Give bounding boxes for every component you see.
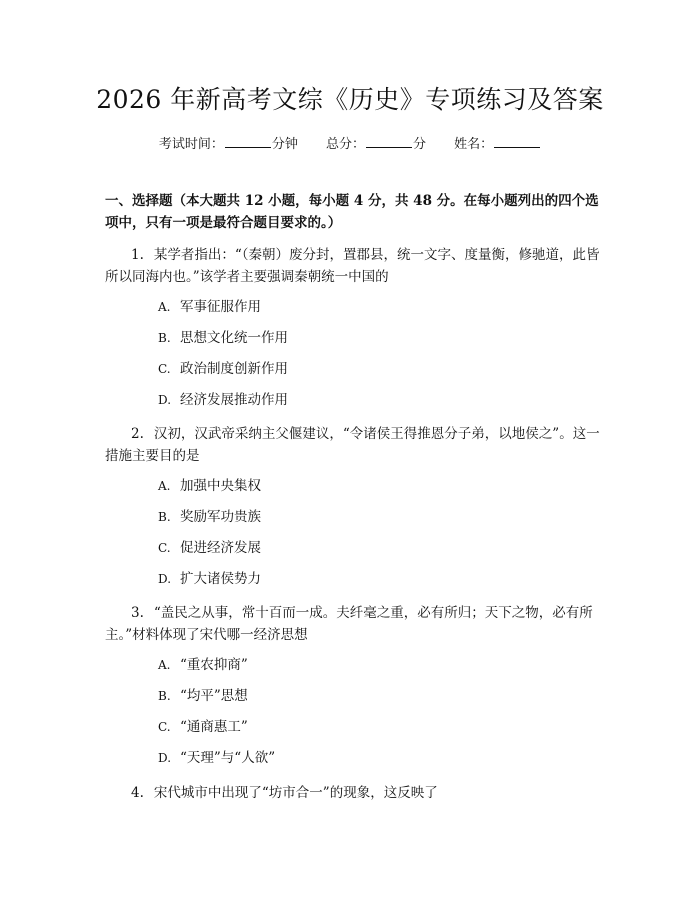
question-text: “盖民之从事，常十百而一成。夫纤毫之重，必有所归；天下之物，必有所主。”材料体现了宋代哪一经济思想 bbox=[105, 605, 593, 643]
question-2-option-d bbox=[158, 569, 261, 589]
option-letter: C. bbox=[158, 720, 171, 734]
score-label: 总分： bbox=[325, 137, 365, 152]
name-field bbox=[454, 133, 541, 152]
question-2-option-a bbox=[158, 476, 261, 496]
question-number: 4. bbox=[131, 785, 144, 801]
question-1-option-c bbox=[158, 359, 288, 379]
option-letter: D. bbox=[158, 393, 172, 407]
question-3-option-c bbox=[158, 717, 248, 737]
total-score-field bbox=[326, 133, 426, 152]
option-text: 政治制度创新作用 bbox=[180, 361, 288, 377]
question-4 bbox=[105, 782, 600, 804]
question-3-option-a bbox=[158, 655, 248, 675]
question-number: 2. bbox=[131, 426, 144, 442]
question-1-option-d bbox=[158, 390, 288, 410]
question-2-option-c bbox=[158, 538, 261, 558]
name-blank bbox=[494, 135, 540, 148]
time-label: 考试时间： bbox=[158, 137, 224, 152]
score-blank bbox=[366, 135, 412, 148]
option-letter: C. bbox=[158, 362, 171, 376]
question-1-option-a bbox=[158, 297, 261, 317]
option-text: 奖励军功贵族 bbox=[180, 509, 261, 525]
question-3 bbox=[105, 602, 600, 646]
page-title: 2026 年新高考文综《历史》专项练习及答案 bbox=[96, 85, 604, 114]
question-number: 3. bbox=[131, 605, 144, 621]
option-text: 加强中央集权 bbox=[180, 478, 261, 494]
option-text: “天理”与“人欲” bbox=[180, 750, 276, 766]
option-letter: D. bbox=[158, 751, 172, 765]
time-unit: 分钟 bbox=[271, 137, 298, 152]
option-letter: A. bbox=[158, 300, 171, 314]
question-2-option-b bbox=[158, 507, 261, 527]
exam-meta-line bbox=[0, 133, 700, 152]
section-heading: 一、选择题（本大题共 12 小题，每小题 4 分，共 48 分。在每小题列出的四个选项中，只有一项是最符合题目要求的。） bbox=[105, 193, 599, 231]
question-3-option-b bbox=[158, 686, 248, 706]
exam-time-field bbox=[159, 133, 298, 152]
option-text: 思想文化统一作用 bbox=[180, 330, 288, 346]
option-text: 促进经济发展 bbox=[180, 540, 261, 556]
option-text: “重农抑商” bbox=[180, 657, 248, 673]
option-letter: A. bbox=[158, 658, 171, 672]
question-2 bbox=[105, 423, 600, 467]
option-text: 经济发展推动作用 bbox=[180, 392, 288, 408]
option-letter: C. bbox=[158, 541, 171, 555]
option-letter: B. bbox=[158, 689, 171, 703]
option-letter: B. bbox=[158, 510, 171, 524]
name-label: 姓名： bbox=[454, 137, 494, 152]
question-3-option-d bbox=[158, 748, 275, 768]
option-text: 扩大诸侯势力 bbox=[180, 571, 261, 587]
option-text: “均平”思想 bbox=[180, 688, 248, 704]
question-number: 1. bbox=[131, 247, 144, 263]
question-1-option-b bbox=[158, 328, 288, 348]
option-letter: B. bbox=[158, 331, 171, 345]
question-text: 宋代城市中出现了“坊市合一”的现象，这反映了 bbox=[153, 785, 438, 801]
question-1 bbox=[105, 244, 600, 288]
option-letter: D. bbox=[158, 572, 172, 586]
option-text: “通商惠工” bbox=[180, 719, 248, 735]
question-text: 汉初，汉武帝采纳主父偃建议，“令诸侯王得推恩分子弟，以地侯之”。这一措施主要目的是 bbox=[105, 426, 600, 464]
option-text: 军事征服作用 bbox=[180, 299, 261, 315]
time-blank bbox=[225, 135, 271, 148]
question-text: 某学者指出：“（秦朝）废分封，置郡县，统一文字、度量衡，修驰道，此皆所以同海内也。”该学者主要强调秦朝统一中国的 bbox=[105, 247, 600, 285]
option-letter: A. bbox=[158, 479, 171, 493]
score-unit: 分 bbox=[413, 137, 427, 152]
